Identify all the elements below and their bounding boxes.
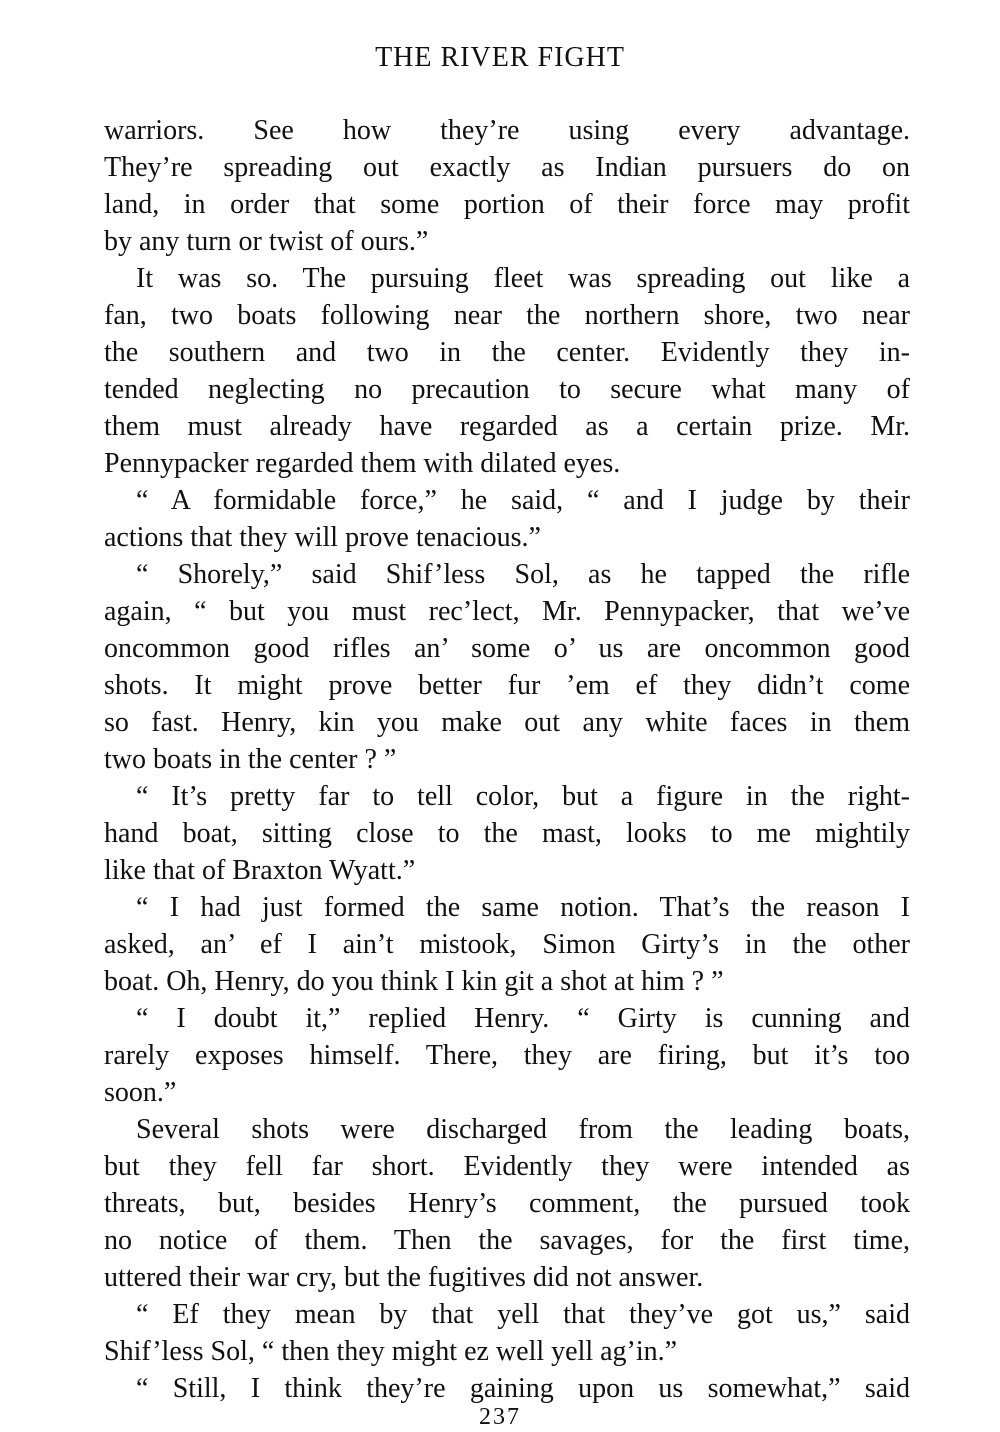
text-line: like that of Braxton Wyatt.” bbox=[104, 855, 416, 886]
paragraph-first-line: “ Shorely,” said Shif’less Sol, as he tapped the rifle bbox=[136, 559, 910, 590]
text-line: but they fell far short. Evidently they were intended as bbox=[104, 1151, 910, 1182]
paragraph-first-line: “ A formidable force,” he said, “ and I judge by their bbox=[136, 485, 910, 516]
text-line: so fast. Henry, kin you make out any white faces in them bbox=[104, 707, 910, 738]
text-line: the southern and two in the center. Evidently they in- bbox=[104, 337, 910, 368]
paragraph-first-line: “ Still, I think they’re gaining upon us somewhat,” said bbox=[136, 1373, 910, 1404]
text-line: boat. Oh, Henry, do you think I kin git a shot at him ? ” bbox=[104, 966, 724, 997]
page-number: 237 bbox=[479, 1404, 521, 1430]
paragraph-first-line: Several shots were discharged from the leading boats, bbox=[136, 1114, 910, 1145]
text-line: Shif’less Sol, “ then they might ez well yell ag’in.” bbox=[104, 1336, 678, 1367]
paragraph-first-line: “ It’s pretty far to tell color, but a figure in the right- bbox=[136, 781, 910, 812]
text-line: hand boat, sitting close to the mast, looks to me mightily bbox=[104, 818, 910, 849]
running-head: THE RIVER FIGHT bbox=[375, 42, 625, 73]
text-line: shots. It might prove better fur ’em ef they didn’t come bbox=[104, 670, 910, 701]
text-line: warriors. See how they’re using every advantage. bbox=[104, 115, 910, 146]
text-line: soon.” bbox=[104, 1077, 177, 1108]
text-line: rarely exposes himself. There, they are firing, but it’s too bbox=[104, 1040, 910, 1071]
text-line: by any turn or twist of ours.” bbox=[104, 226, 429, 257]
text-line: tended neglecting no precaution to secure what many of bbox=[104, 374, 910, 405]
text-line: actions that they will prove tenacious.” bbox=[104, 522, 541, 553]
text-line: oncommon good rifles an’ some o’ us are oncommon good bbox=[104, 633, 910, 664]
text-line: two boats in the center ? ” bbox=[104, 744, 397, 775]
text-line: no notice of them. Then the savages, for the first time, bbox=[104, 1225, 910, 1256]
text-line: They’re spreading out exactly as Indian pursuers do on bbox=[104, 152, 910, 183]
text-line: threats, but, besides Henry’s comment, the pursued took bbox=[104, 1188, 910, 1219]
text-line: again, “ but you must rec’lect, Mr. Pennypacker, that we’ve bbox=[104, 596, 910, 627]
text-line: uttered their war cry, but the fugitives did not answer. bbox=[104, 1262, 704, 1293]
paragraph-first-line: “ Ef they mean by that yell that they’ve got us,” said bbox=[136, 1299, 910, 1330]
text-line: them must already have regarded as a certain prize. Mr. bbox=[104, 411, 910, 442]
paragraph-first-line: “ I doubt it,” replied Henry. “ Girty is cunning and bbox=[136, 1003, 910, 1034]
text-line: land, in order that some portion of their force may profit bbox=[104, 189, 910, 220]
paragraph-first-line: “ I had just formed the same notion. That’s the reason I bbox=[136, 892, 910, 923]
paragraph-first-line: It was so. The pursuing fleet was spreading out like a bbox=[136, 263, 910, 294]
text-line: Pennypacker regarded them with dilated eyes. bbox=[104, 448, 621, 479]
text-line: asked, an’ ef I ain’t mistook, Simon Girty’s in the other bbox=[104, 929, 910, 960]
body-text bbox=[104, 112, 910, 1407]
text-line: fan, two boats following near the northern shore, two near bbox=[104, 300, 910, 331]
